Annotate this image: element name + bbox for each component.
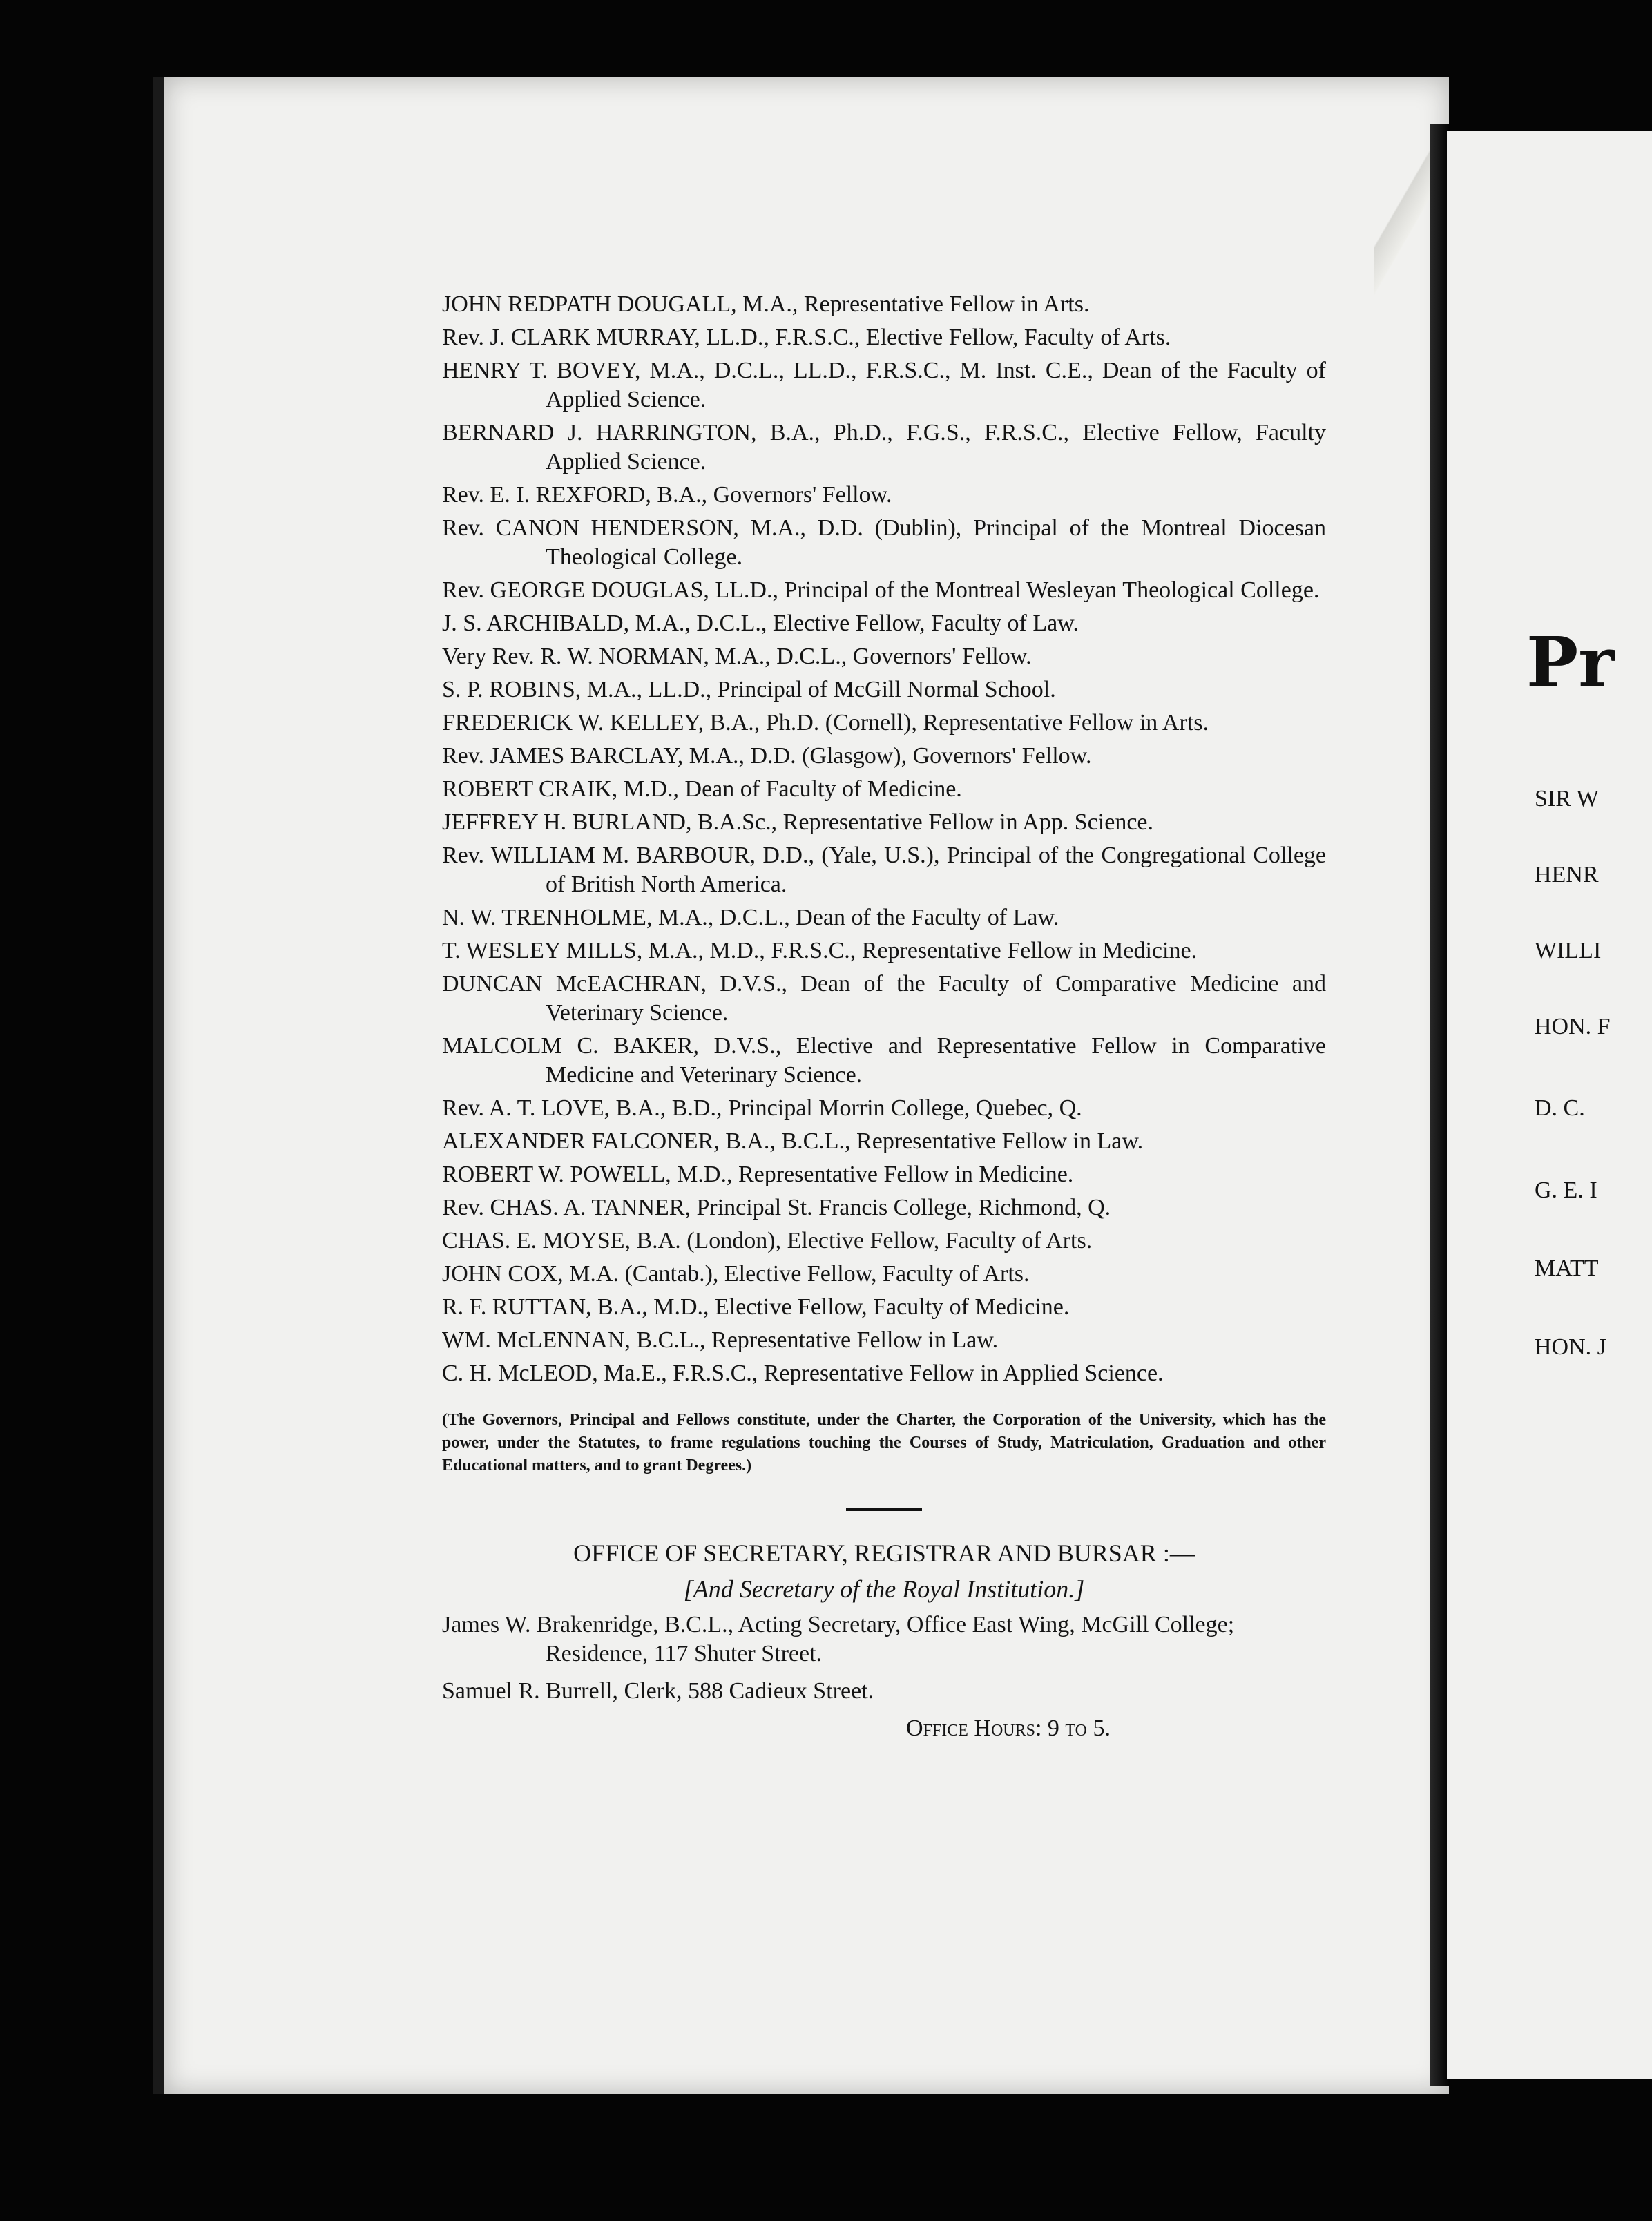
fellow-entry: Rev. J. CLARK MURRAY, LL.D., F.R.S.C., Elective Fellow, Faculty of Arts.	[442, 325, 1171, 350]
entries-container	[442, 290, 1326, 1388]
office-subheading: [And Secretary of the Royal Institution.]	[683, 1575, 1085, 1603]
right-page-item: HON. J	[1535, 1334, 1606, 1360]
right-page-item: SIR W	[1535, 786, 1599, 811]
fellow-entry: C. H. McLEOD, Ma.E., F.R.S.C., Representative Fellow in Applied Science.	[442, 1361, 1164, 1386]
fellow-entry: MALCOLM C. BAKER, D.V.S., Elective and Representative Fellow in Comparative Medicine and Veterinary Science.	[442, 1033, 1326, 1088]
fellow-entry: Rev. WILLIAM M. BARBOUR, D.D., (Yale, U.S.), Principal of the Congregational College of British North America.	[442, 843, 1326, 897]
fellow-entry: JOHN COX, M.A. (Cantab.), Elective Fellow, Faculty of Arts.	[442, 1261, 1030, 1287]
right-page-title-fragment: Pr	[1526, 622, 1615, 703]
office-line: James W. Brakenridge, B.C.L., Acting Secretary, Office East Wing, McGill College; Residence, 117 Shuter Street.	[442, 1612, 1235, 1666]
section-divider	[846, 1508, 922, 1511]
corporation-note: (The Governors, Principal and Fellows constitute, under the Charter, the Corporation of the University, which has the power, under the Statutes, to frame regulations touching the Courses of Study, Matriculation, Graduation and other Educational matters, and to grant Degrees.)	[442, 1411, 1326, 1474]
fellow-entry: J. S. ARCHIBALD, M.A., D.C.L., Elective Fellow, Faculty of Law.	[442, 610, 1079, 636]
fellow-entry: T. WESLEY MILLS, M.A., M.D., F.R.S.C., Representative Fellow in Medicine.	[442, 938, 1198, 963]
fellow-entry: Very Rev. R. W. NORMAN, M.A., D.C.L., Governors' Fellow.	[442, 644, 1032, 669]
fellow-entry: N. W. TRENHOLME, M.A., D.C.L., Dean of the Faculty of Law.	[442, 905, 1059, 930]
right-page-item: WILLI	[1535, 938, 1602, 963]
fellow-entry: JOHN REDPATH DOUGALL, M.A., Representative Fellow in Arts.	[442, 291, 1090, 317]
fellow-entry: Rev. CANON HENDERSON, M.A., D.D. (Dublin), Principal of the Montreal Diocesan Theological College.	[442, 515, 1326, 570]
fellow-entry: BERNARD J. HARRINGTON, B.A., Ph.D., F.G.S., F.R.S.C., Elective Fellow, Faculty Applied Science.	[442, 420, 1326, 474]
office-hours: Office Hours: 9 to 5.	[906, 1715, 1111, 1741]
fellow-entry: ALEXANDER FALCONER, B.A., B.C.L., Representative Fellow in Law.	[442, 1128, 1144, 1154]
fellow-entry: Rev. GEORGE DOUGLAS, LL.D., Principal of the Montreal Wesleyan Theological College.	[442, 577, 1320, 603]
page-corner-fold	[1374, 104, 1437, 311]
fellow-entry: R. F. RUTTAN, B.A., M.D., Elective Fellow, Faculty of Medicine.	[442, 1294, 1070, 1320]
right-page-item: HENR	[1535, 862, 1599, 887]
office-line: Samuel R. Burrell, Clerk, 588 Cadieux Street.	[442, 1678, 874, 1704]
fellow-entry: S. P. ROBINS, M.A., LL.D., Principal of McGill Normal School.	[442, 677, 1056, 702]
fellow-entry: ROBERT CRAIK, M.D., Dean of Faculty of Medicine.	[442, 776, 962, 802]
fellow-entry: ROBERT W. POWELL, M.D., Representative Fellow in Medicine.	[442, 1162, 1074, 1187]
fellow-entry: Rev. CHAS. A. TANNER, Principal St. Francis College, Richmond, Q.	[442, 1195, 1111, 1220]
fellow-entry: CHAS. E. MOYSE, B.A. (London), Elective Fellow, Faculty of Arts.	[442, 1228, 1093, 1253]
office-heading: OFFICE OF SECRETARY, REGISTRAR AND BURSAR :—	[573, 1539, 1195, 1567]
fellow-entry: WM. McLENNAN, B.C.L., Representative Fellow in Law.	[442, 1327, 999, 1353]
right-page-item: MATT	[1535, 1256, 1599, 1281]
fellow-entry: Rev. JAMES BARCLAY, M.A., D.D. (Glasgow), Governors' Fellow.	[442, 743, 1092, 769]
fellow-entry: Rev. E. I. REXFORD, B.A., Governors' Fellow.	[442, 482, 892, 508]
right-page-item: G. E. I	[1535, 1177, 1597, 1203]
fellow-entry: FREDERICK W. KELLEY, B.A., Ph.D. (Cornell), Representative Fellow in Arts.	[442, 710, 1209, 735]
fellow-entry: HENRY T. BOVEY, M.A., D.C.L., LL.D., F.R.S.C., M. Inst. C.E., Dean of the Faculty of Applied Science.	[442, 358, 1326, 412]
fellows-list	[442, 290, 1326, 1743]
right-page-item: HON. F	[1535, 1014, 1611, 1039]
fellow-entry: Rev. A. T. LOVE, B.A., B.D., Principal Morrin College, Quebec, Q.	[442, 1095, 1082, 1121]
fellow-entry: DUNCAN McEACHRAN, D.V.S., Dean of the Faculty of Comparative Medicine and Veterinary Science.	[442, 971, 1326, 1026]
fellow-entry: JEFFREY H. BURLAND, B.A.Sc., Representative Fellow in App. Science.	[442, 809, 1153, 835]
right-page-item: D. C.	[1535, 1095, 1585, 1121]
